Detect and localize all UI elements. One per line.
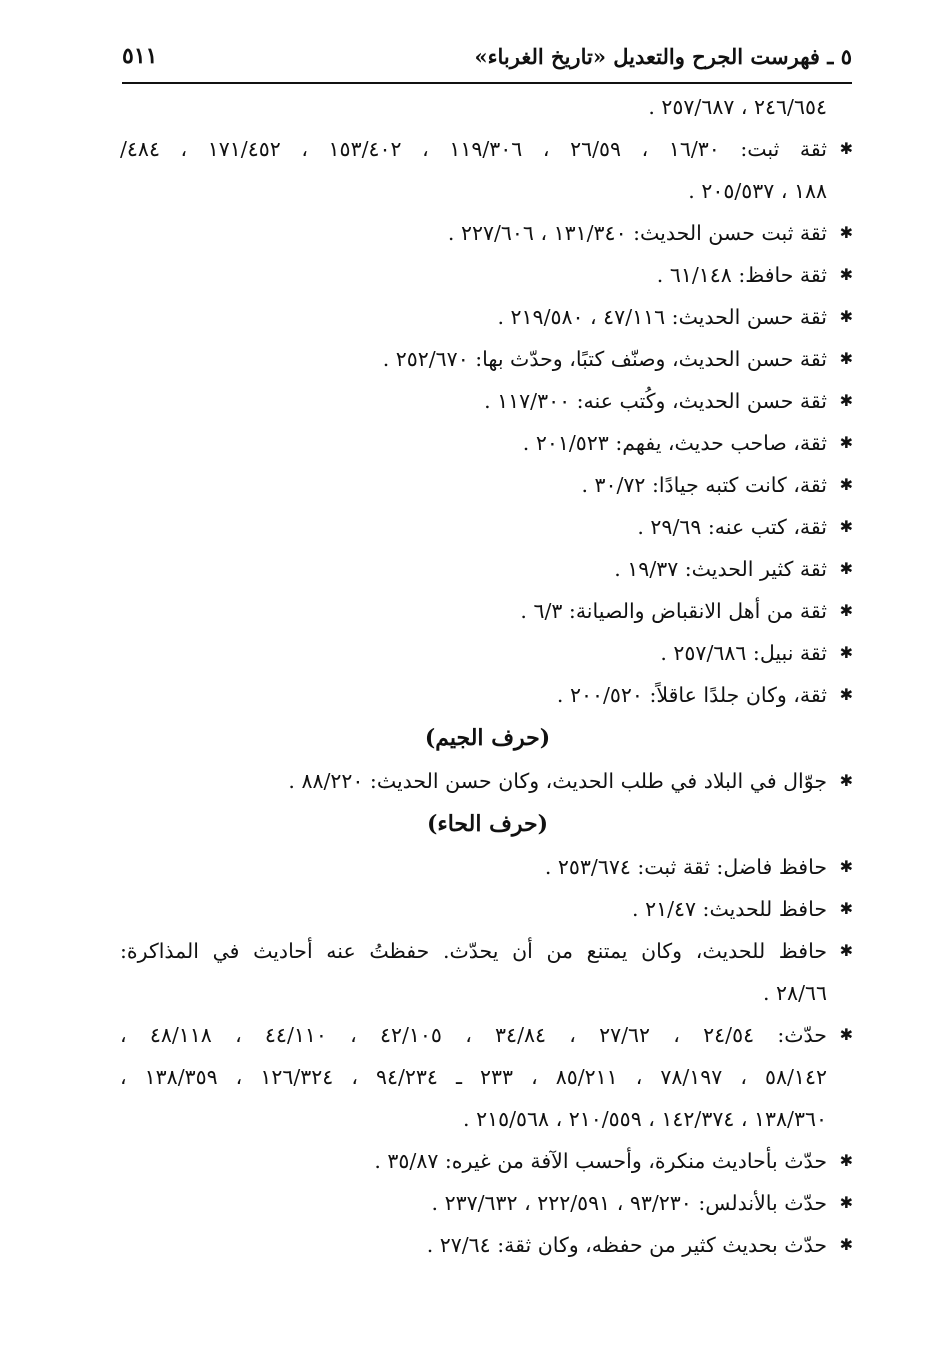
entry-continuation: [120, 86, 855, 128]
bullet-star-icon: ✱: [839, 771, 853, 790]
running-title: ٥ ـ فهرست الجرح والتعديل «تاريخ الغرباء»: [474, 43, 852, 69]
entry-continuation: [120, 170, 855, 212]
index-entry: [120, 128, 855, 170]
index-entry: [120, 212, 855, 254]
bullet-star-icon: ✱: [839, 349, 853, 368]
index-entry: [120, 846, 855, 888]
index-entry: [120, 296, 855, 338]
entry-text: حدّث بالأندلس: ٩٣/٢٣٠ ، ٢٢٢/٥٩١ ، ٢٣٧/٦٣٢ .: [431, 1191, 827, 1215]
page-header: [122, 30, 852, 84]
index-entry: [120, 760, 855, 802]
index-entry: [120, 380, 855, 422]
index-entry: [120, 464, 855, 506]
bullet-star-icon: ✱: [839, 391, 853, 410]
entry-text: جوّال في البلاد في طلب الحديث، وكان حسن الحديث: ٨٨/٢٢٠ .: [288, 769, 827, 793]
entry-text: ٢٨/٦٦ .: [763, 981, 827, 1005]
section-heading: (حرف الجيم): [424, 725, 551, 751]
entry-text: حافظ للحديث، وكان يمتنع من أن يحدّث. حفظتُ عنه أحاديث في المذاكرة:: [120, 939, 827, 963]
entry-text: حدّث: ٢٤/٥٤ ، ٢٧/٦٢ ، ٣٤/٨٤ ، ٤٢/١٠٥ ، ٤٤/١١٠ ، ٤٨/١١٨ ،: [120, 1023, 827, 1047]
bullet-star-icon: ✱: [839, 517, 853, 536]
bullet-star-icon: ✱: [839, 475, 853, 494]
entry-text: ثقة، وكان جلدًا عاقلاً: ٢٠٠/٥٢٠ .: [556, 683, 827, 707]
bullet-star-icon: ✱: [839, 1193, 853, 1212]
entry-text: حدّث بأحاديث منكرة، وأحسب الآفة من غيره: ٣٥/٨٧ .: [374, 1149, 827, 1173]
entry-text: ثقة، كانت كتبه جيادًا: ٣٠/٧٢ .: [581, 473, 827, 497]
bullet-star-icon: ✱: [839, 1235, 853, 1254]
entry-continuation: [120, 1098, 855, 1140]
section-heading: (حرف الحاء): [426, 811, 549, 837]
index-entry: [120, 1140, 855, 1182]
index-entry: [120, 338, 855, 380]
bullet-star-icon: ✱: [839, 899, 853, 918]
index-entry: [120, 930, 855, 972]
index-body: [120, 86, 855, 1266]
entry-text: ثقة، صاحب حديث، يفهم: ٢٠١/٥٢٣ .: [522, 431, 827, 455]
entry-text: ثقة حافظ: ٦١/١٤٨ .: [656, 263, 827, 287]
index-entry: [120, 590, 855, 632]
entry-text: ثقة كثير الحديث: ١٩/٣٧ .: [614, 557, 827, 581]
entry-text: ثقة ثبت حسن الحديث: ١٣١/٣٤٠ ، ٢٢٧/٦٠٦ .: [447, 221, 827, 245]
entry-text: حافظ للحديث: ٢١/٤٧ .: [632, 897, 827, 921]
entry-text: ثقة حسن الحديث، وكُتب عنه: ١١٧/٣٠٠ .: [484, 389, 827, 413]
index-entry: [120, 506, 855, 548]
entry-text: حافظ فاضل: ثقة ثبت: ٢٥٣/٦٧٤ .: [544, 855, 827, 879]
entry-text: ثقة، كتب عنه: ٢٩/٦٩ .: [637, 515, 827, 539]
entry-text: ٢٤٦/٦٥٤ ، ٢٥٧/٦٨٧ .: [648, 95, 827, 119]
bullet-star-icon: ✱: [839, 433, 853, 452]
entry-text: ٥٨/١٤٢ ، ٧٨/١٩٧ ، ٨٥/٢١١ ، ٢٣٣ ـ ٩٤/٢٣٤ ، ١٢٦/٣٢٤ ، ١٣٨/٣٥٩ ،: [120, 1065, 827, 1089]
bullet-star-icon: ✱: [839, 601, 853, 620]
entry-text: حدّث بحديث كثير من حفظه، وكان ثقة: ٢٧/٦٤ .: [426, 1233, 827, 1257]
bullet-star-icon: ✱: [839, 559, 853, 578]
bullet-star-icon: ✱: [839, 1151, 853, 1170]
entry-text: ١٨٨ ، ٢٠٥/٥٣٧ .: [688, 179, 827, 203]
index-entry: [120, 1224, 855, 1266]
bullet-star-icon: ✱: [839, 941, 853, 960]
entry-text: ثقة حسن الحديث: ٤٧/١١٦ ، ٢١٩/٥٨٠ .: [497, 305, 827, 329]
bullet-star-icon: ✱: [839, 139, 853, 158]
bullet-star-icon: ✱: [839, 685, 853, 704]
entry-text: ثقة ثبت: ١٦/٣٠ ، ٢٦/٥٩ ، ١١٩/٣٠٦ ، ١٥٣/٤٠٢ ، ١٧١/٤٥٢ ، ٤٨٤/: [120, 137, 827, 161]
index-entry: [120, 1182, 855, 1224]
index-entry: [120, 888, 855, 930]
entry-text: ١٣٨/٣٦٠ ، ١٤٢/٣٧٤ ، ٢١٠/٥٥٩ ، ٢١٥/٥٦٨ .: [463, 1107, 827, 1131]
entry-continuation: [120, 972, 855, 1014]
bullet-star-icon: ✱: [839, 307, 853, 326]
entry-text: ثقة حسن الحديث، وصنّف كتبًا، وحدّث بها: ٢٥٢/٦٧٠ .: [382, 347, 827, 371]
index-entry: [120, 632, 855, 674]
bullet-star-icon: ✱: [839, 643, 853, 662]
page-number: ٥١١: [122, 43, 158, 69]
entry-text: ثقة من أهل الانقباض والصيانة: ٦/٣ .: [520, 599, 827, 623]
index-entry: [120, 1014, 855, 1056]
index-entry: [120, 422, 855, 464]
bullet-star-icon: ✱: [839, 265, 853, 284]
bullet-star-icon: ✱: [839, 223, 853, 242]
entry-continuation: [120, 1056, 855, 1098]
entry-text: ثقة نبيل: ٢٥٧/٦٨٦ .: [660, 641, 827, 665]
index-entry: [120, 548, 855, 590]
bullet-star-icon: ✱: [839, 1025, 853, 1044]
index-entry: [120, 254, 855, 296]
bullet-star-icon: ✱: [839, 857, 853, 876]
index-entry: [120, 674, 855, 716]
